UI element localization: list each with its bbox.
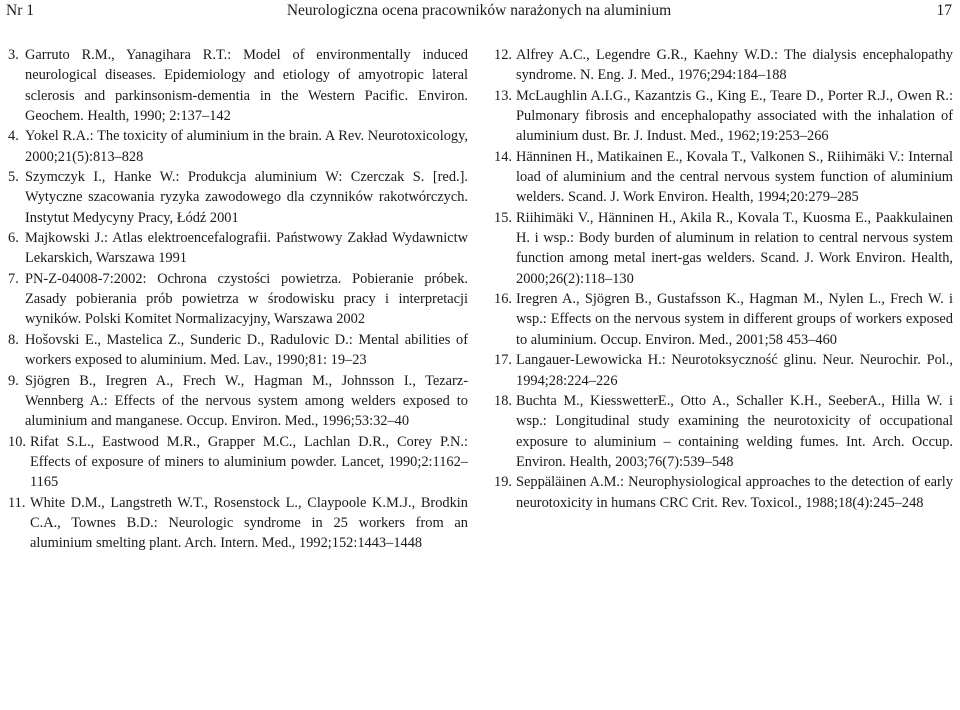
reference-item: 17. Langauer-Lewowicka H.: Neurotoksyczność glinu. Neur. Neurochir. Pol., 1994;28:224–226 [494, 352, 953, 389]
reference-item: 13. McLaughlin A.I.G., Kazantzis G., King E., Teare D., Porter R.J., Owen R.: Pulmonary fibrosis and encephalopathy associated with the inhalation of aluminium dust. Br. J. Indust. Med., 1962;19:253–266 [494, 87, 953, 145]
reference-item: 11. White D.M., Langstreth W.T., Rosenstock L., Claypoole K.M.J., Brodkin C.A., Townes B.D.: Neurologic syndrome in 25 workers from an aluminium smelting plant. Arch. Intern. Med., 1992;152:1443–1448 [8, 494, 468, 552]
issue-number: Nr 1 [6, 2, 34, 19]
reference-item: 9. Sjögren B., Iregren A., Frech W., Hagman M., Johnsson I., Tezarz- Wennberg A.: Effects of the nervous system among welders exposed to aluminium and manganese. Occup. Environ. Med., 1996;53:32–40 [8, 372, 468, 430]
reference-item: 14. Hänninen H., Matikainen E., Kovala T., Valkonen S., Riihimäki V.: Internal load of aluminium and the central nervous system function of aluminium welders. Scand. J. Work Environ. Health, 1994;20:279–285 [494, 148, 953, 206]
reference-item: 6. Majkowski J.: Atlas elektroencefalografii. Państwowy Zakład Wydawnictw Lekarskich, Warszawa 1991 [8, 230, 468, 267]
reference-item: 10. Rifat S.L., Eastwood M.R., Grapper M.C., Lachlan D.R., Corey P.N.: Effects of exposure of miners to aluminium powder. Lancet, 1990;2:1162–1165 [8, 433, 468, 491]
reference-item: 12. Alfrey A.C., Legendre G.R., Kaehny W.D.: The dialysis encephalopathy syndrome. N. Eng. J. Med., 1976;294:184–188 [494, 47, 953, 84]
reference-item: 16. Iregren A., Sjögren B., Gustafsson K., Hagman M., Nylen L., Frech W. i wsp.: Effects on the nervous system in different groups of workers exposed to aluminium. Occup. Environ. Med., 2001;58 453–460 [494, 291, 953, 348]
reference-item: 18. Buchta M., KiesswetterE., Otto A., Schaller K.H., SeeberA., Hilla W. i wsp.: Longitudinal study examining the neurotoxicity of occupational exposure to aluminium – containing welding fumes. Int. Arch. Occup. Environ. Health, 2003;76(7):539–548 [494, 392, 953, 470]
reference-item: 8. Hošovski E., Mastelica Z., Sunderic D., Radulovic D.: Mental abilities of workers exposed to aluminium. Med. Lav., 1990;81: 19–23 [8, 331, 468, 369]
reference-item: 5. Szymczyk I., Hanke W.: Produkcja aluminium W: Czerczak S. [red.]. Wytyczne szacowania ryzyka zawodowego dla czynników rakotwórczych. Instytut Medycyny Pracy, Łódź 2001 [8, 169, 468, 226]
page-number: 17 [936, 2, 952, 19]
reference-item: 4. Yokel R.A.: The toxicity of aluminium in the brain. A Rev. Neurotoxicology, 2000;21(5):813–828 [8, 128, 468, 165]
reference-item: 15. Riihimäki V., Hänninen H., Akila R., Kovala T., Kuosma E., Paakkulainen H. i wsp.: Body burden of aluminum in relation to central nervous system function among metal inert-gas welders. Scand. J. Work Environ. Health, 2000;26(2):118–130 [494, 209, 953, 287]
running-title: Neurologiczna ocena pracowników narażonych na aluminium [286, 2, 672, 19]
reference-item: 7. PN-Z-04008-7:2002: Ochrona czystości powietrza. Pobieranie próbek. Zasady pobierania prób powietrza w środowisku pracy i interpretacji wyników. Polski Komitet Normalizacyjny, Warszawa 2002 [8, 270, 468, 328]
references-right-column [494, 45, 953, 513]
reference-item: 3. Garruto R.M., Yanagihara R.T.: Model of environmentally induced neurological diseases. Epidemiology and etiology of amyotropic lateral sclerosis and parkinsonism-dementia in the Western Pacific. Environ. Geochem. Health, 1990; 2:137–142 [8, 47, 468, 125]
running-header [6, 0, 952, 22]
references-left-column [8, 45, 468, 554]
reference-item: 19. Seppäläinen A.M.: Neurophysiological approaches to the detection of early neurotoxicity in humans CRC Crit. Rev. Toxicol., 1988;18(4):245–248 [494, 474, 953, 511]
